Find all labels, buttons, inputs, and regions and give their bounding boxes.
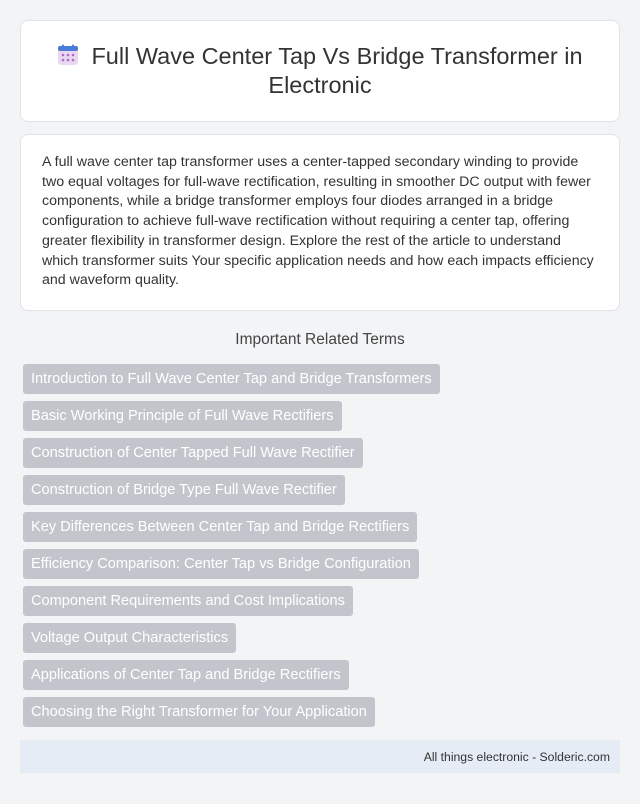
term-tag-component-requirements[interactable]: Component Requirements and Cost Implications (23, 586, 353, 616)
term-tag-key-differences[interactable]: Key Differences Between Center Tap and Bridge Rectifiers (23, 512, 417, 542)
footer-text: All things electronic - Solderic.com (423, 749, 610, 764)
term-tag-applications[interactable]: Applications of Center Tap and Bridge Rectifiers (23, 660, 349, 690)
term-tag-center-tapped-construction[interactable]: Construction of Center Tapped Full Wave Rectifier (23, 438, 363, 468)
title-card (20, 20, 620, 122)
terms-heading: Important Related Terms (235, 331, 405, 348)
term-tag-efficiency-comparison[interactable]: Efficiency Comparison: Center Tap vs Bridge Configuration (23, 549, 419, 579)
summary-text: A full wave center tap transformer uses a center-tapped secondary winding to provide two equal voltages for full-wave rectification, resulting in smoother DC output with fewer components, while a bridge transformer employs four diodes arranged in a bridge configuration to achieve full-wave rectification without requiring a center tap, offering greater flexibility in transformer design. Explore the rest of the article to understand which transformer suits Your specific application needs and how each impacts efficiency and waveform quality. (42, 154, 594, 289)
term-tag-voltage-output[interactable]: Voltage Output Characteristics (23, 623, 236, 653)
footer (20, 740, 620, 773)
term-tag-choosing-transformer[interactable]: Choosing the Right Transformer for Your Application (23, 697, 375, 727)
page-title (41, 42, 599, 100)
term-tag-working-principle[interactable]: Basic Working Principle of Full Wave Rectifiers (23, 401, 342, 431)
summary-card (20, 134, 620, 311)
calendar-icon (57, 44, 79, 66)
terms-list (23, 364, 623, 734)
page-title-text: Full Wave Center Tap Vs Bridge Transformer in Electronic (91, 43, 583, 98)
term-tag-intro[interactable]: Introduction to Full Wave Center Tap and Bridge Transformers (23, 364, 440, 394)
term-tag-bridge-construction[interactable]: Construction of Bridge Type Full Wave Rectifier (23, 475, 345, 505)
